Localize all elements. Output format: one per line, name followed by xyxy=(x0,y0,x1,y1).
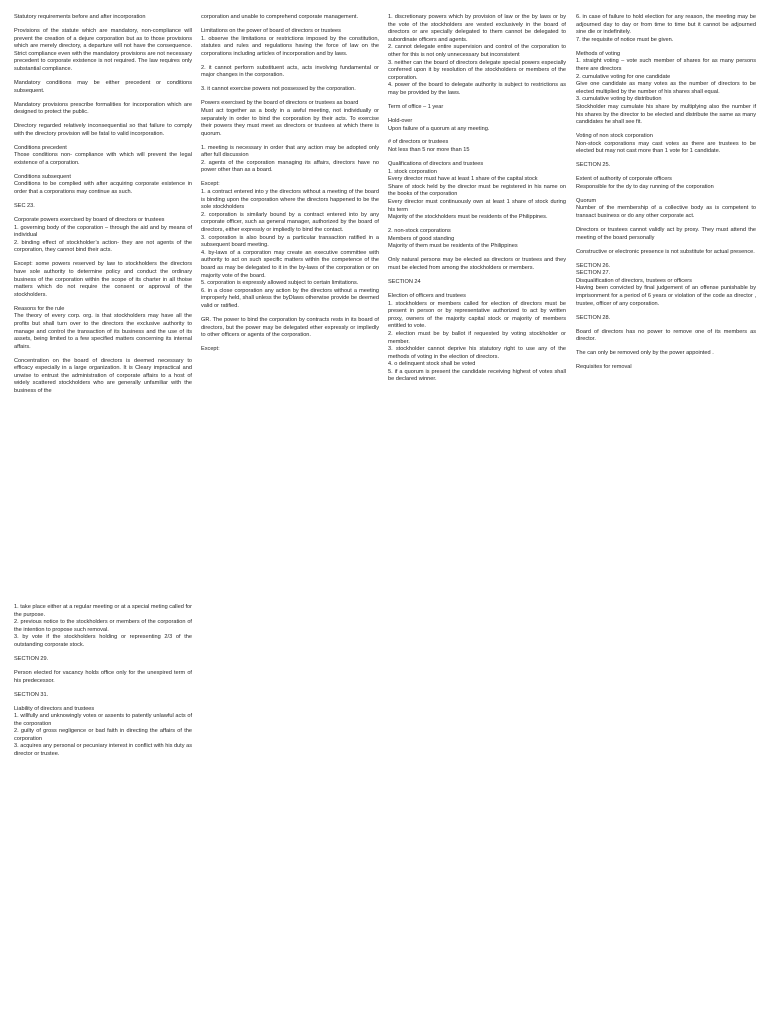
paragraph: Liability of directors and trustees 1. willfully and unknowingly votes or assents to patently unlawful acts of the corporation 2. guilty of gross negligence or bad faith in directing the affairs of the corporation 3. acquires any personal or pecuniary interest in conflict with his duty as director or trustee. xyxy=(14,705,192,758)
text-column-5 xyxy=(14,604,192,765)
paragraph: The can only be removed only by the power appointed . xyxy=(576,350,714,357)
paragraph: Extent of authority of corporate officers Responsible for the dy to day running of the corporation xyxy=(576,176,714,190)
paragraph: SECTION 28. xyxy=(576,314,611,321)
paragraph: SECTION 29. xyxy=(14,655,49,662)
paragraph: Only natural persons may be elected as directors or trustees and they must be elected from among the stockholders or members. xyxy=(388,257,566,271)
paragraph: Methods of voting 1. straight voting – vote such member of shares for as many persons there are directors 2. cumulative voting for one candidate Give one candidate as many votes as the number of directors to be elected multiplied by the number of his shares shall equal. 3. cumulative voting by distribution Stockholder may cumulate his share by multiplying also the number if his shares by the director to be elected and distribute the same as many candidates he shall see fit. xyxy=(576,50,756,126)
paragraph: 2. it cannot perform substituent acts, acts involving fundamental or major changes in the corporation. xyxy=(201,64,379,79)
paragraph: Requisites for removal xyxy=(576,364,632,371)
paragraph: Powers exercised by the board of directors or trustees as board Must act together as a body in a awful meeting, not individually or separately in order to bind the corporation by their acts. To exercise their powers they must meet as directors or trustees at which there is quorum. xyxy=(201,100,379,137)
paragraph: Directors or trustees cannot validly act by proxy. They must attend the meeting of the board personally xyxy=(576,227,756,241)
paragraph: Constructive or electronic presence is not substitute for actual presence. xyxy=(576,248,755,255)
paragraph: Reasons for the rule The theory of every corp. org. is that stockholders may have all the profits but shall turn over to the directors the exclusive authority to manage and control the transaction of its business and the use of its assets, being limited to a few specified matters concerning its internal affairs. xyxy=(14,305,192,350)
paragraph: Qualifications of directors and trustees 1. stock corporation Every director must have at least 1 share of the capital stock Share of stock held by the director must be registered in his name on the books of the corporation Every director must continuously own at least 1 share of stock during his term Majority of the stockholders must be residents of the Philippines. xyxy=(388,161,566,221)
text-column-1 xyxy=(14,14,192,402)
paragraph: Board of directors has no power to remove one of its members as director. xyxy=(576,328,756,343)
paragraph: 1. meeting is necessary in order that any action may be adopted only after full discussion 2. agents of the corporation managing its affairs, directors have no power other than as a board. xyxy=(201,144,379,174)
paragraph: Corporate powers exercised by board of directors or trustees 1. governing body of the coporation – through the aid and by means of individual 2. binding effect of stockholder’s action- they are not agents of the corporation, they cannot bind their acts. xyxy=(14,217,192,254)
paragraph: Except: xyxy=(201,346,220,353)
paragraph: 2. non-stock corporations Members of good standing Majority of them must be residents of the Philippines xyxy=(388,228,518,250)
paragraph: Conditions precedent Those conditions non- compliance with which will prevent the legal existence of a corporation. xyxy=(14,144,192,166)
paragraph: Person elected for vacancy holds office only for the unexpired term of his predecessor. xyxy=(14,669,192,684)
paragraph: Mandatory conditions may be either precedent or conditions subsequent. xyxy=(14,79,192,94)
paragraph: Conditions subsequent Conditions to be complied with after acquiring corporate existence in order that a corporations may continue as such. xyxy=(14,173,192,196)
text-column-4 xyxy=(576,14,756,378)
text-column-3 xyxy=(388,14,566,390)
paragraph: Provisions of the statute which are mandatory, non-compliance will prevent the creation of a dejure corporation but as to those provisions which are merely directory, a departure will not have the consequence. Strict compliance even with the mandatory provisions are not necessary precedent to corporate existence is not required. The law requires only substantial compliance. xyxy=(14,27,192,72)
paragraph: 1. take place either at a regular meeting or at a special meting called for the purpose. 2. previous notice to the stockholders or members of the corporation of the intention to propose such removal. 3. by vote if the stockholders holding or representing 2/3 of the outstanding corporate stock. xyxy=(14,604,192,648)
paragraph: GR. The power to bind the corporation by contracts rests in its board of directors, but the power may be delegated ether expressly or impliedly to other officers or agents of the corporation. xyxy=(201,316,379,339)
paragraph: Statutory requirements before and after incorporation xyxy=(14,14,146,20)
paragraph: 1. discretionary powers which by provision of law or the by laws or by the vote of the stockholders are vested exclusively in the board of directors or are specially delegated to them cannot be delegated to subordinate officers and agents. 2. cannot delegate entire supervision and control of the corporation to other for this is not only unnecessary but inconsistent 3. neither can the board of directors delegate special powers especially conferred upon it by resolution of the stockholders or members of the corporation. 4. power of the board to delegate authority is subject to restrictions as may be provided by the laws. xyxy=(388,14,566,96)
paragraph: SECTION 26. SECTION 27. Disqualification of directors, trustees or officers Having been convicted by final judgement of an offense punishable by imprisonment for a period of 6 years or violation of the code as director , trustee, officer of any corporation. xyxy=(576,262,756,307)
paragraph: 6. in case of failure to hold election for any reason, the meeting may be adjourned day to day or from time to time but it cannot be adjourned sine die or indefinitely. 7. the requisite of notice must be given. xyxy=(576,14,756,43)
paragraph: Voting of non stock corporation Non-stock corporations may cast votes as there are trustees to be elected but may not cast more than 1 vote for 1 candidate. xyxy=(576,133,756,155)
paragraph: Except: some powers reserved by law to stockholders the directors have sole authority to determine policy and conduct the ordinary business of the corporation within the scope of its charter in all thoise matters which do not require the consent or approval of the stockholders. xyxy=(14,261,192,298)
paragraph: Except: 1. a contract entered into y the directors without a meeting of the board is binding upon the corporation where the directors happened to be the sole stockholders 2. corporation is similarly bound by a contract entered into by any corporate officer, such as general manager, authorized by the board of directors, either expressly or impliedly to bind the contact. 3. corporation is also bound by a particular transaction ratified in a subsequent board meeting. 4. by-laws of a corporation may create an executive committee with authority to act on such specific matters within the competence of the board as may be delegated to it in the by-laws of the corporation or on majority vote of the board. 5. corporation is expressly allowed subject to certain limitations. 6. in a close corporation any action by the directors without a meeting improperly held, shall unless the byDlaws otherwise provide be deemed valid or ratified. xyxy=(201,181,379,309)
paragraph: Concentration on the board of directors is deemed necessary to efficacy especially in a large organization. It is Cleary impractical and unwise to entrust the administration of corporate affairs to a host of widely scattered stockholders who are generally unfamiliar with the business of the xyxy=(14,357,192,395)
paragraph: corporation and unable to comprehend corporate management. xyxy=(201,14,359,20)
paragraph: SECTION 31. xyxy=(14,691,49,698)
paragraph: Directory regarded relatively inconsequential so that failure to comply with the directory provision will be fatal to valid incorporation. xyxy=(14,123,192,137)
paragraph: Mandatory provisions prescribe formalities for incorporation which are designed to protect the public. xyxy=(14,101,192,116)
paragraph: Quorum Number of the membership of a collective body as is competent to transact business or do any other corporate act. xyxy=(576,197,756,220)
paragraph: Election of officers and trustees 1. stockholders or members called for election of directors must be present in person or by representative authorized to act by written proxy, owners of the majority capital stock or majority of members entitled to vote. 2. election must be by ballot if requested by voting stockholder or member. 3. stockholder cannot deprive his statutory right to use any of the methods of voting in the election of directors. 4. o delinquent stock shall be voted 5. if a quorum is present the candidate receiving highest of votes shall be declared winner. xyxy=(388,292,566,383)
paragraph: # of directors or trustees Not less than 5 nor more than 15 xyxy=(388,139,470,154)
paragraph: SECTION 24 xyxy=(388,278,421,285)
text-column-2 xyxy=(201,14,379,360)
paragraph: Limitations on the power of board of directors or trustees 1. observe the limitations or restrictions imposed by the constitution, statutes and rules and regulations having the force of law on the corporations including articles of incorporation and by laws. xyxy=(201,27,379,57)
paragraph: SEC 23. xyxy=(14,203,35,210)
paragraph: 3. it cannot exercise powers not possessed by the corporation. xyxy=(201,86,356,93)
paragraph: Term of office – 1 year xyxy=(388,103,444,110)
paragraph: SECTION 25. xyxy=(576,162,611,169)
paragraph: Hold-over Upon failure of a quorum at any meeting. xyxy=(388,117,490,132)
